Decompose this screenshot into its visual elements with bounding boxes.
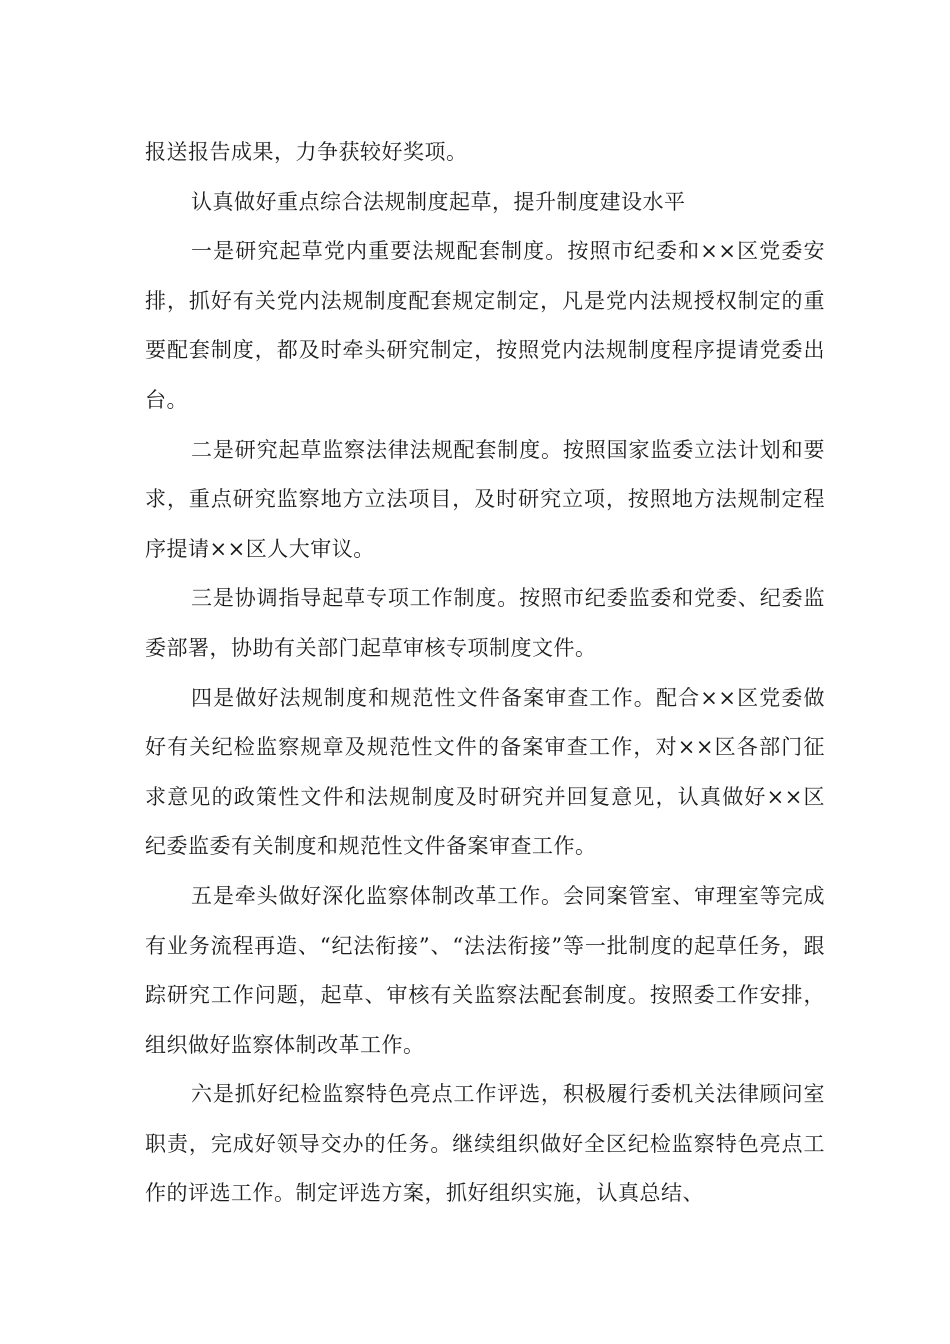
- paragraph: 一是研究起草党内重要法规配套制度。按照市纪委和××区党委安排，抓好有关党内法规制度配套规定制定，凡是党内法规授权制定的重要配套制度，都及时牵头研究制定，按照党内法规制度程序提请党委出台。: [145, 239, 825, 412]
- paragraph: 六是抓好纪检监察特色亮点工作评选，积极履行委机关法律顾问室职责，完成好领导交办的任务。继续组织做好全区纪检监察特色亮点工作的评选工作。制定评选方案，抓好组织实施，认真总结、: [145, 1082, 825, 1206]
- paragraph: 二是研究起草监察法律法规配套制度。按照国家监委立法计划和要求，重点研究监察地方立法项目，及时研究立项，按照地方法规制定程序提请××区人大审议。: [145, 437, 825, 561]
- paragraph: 四是做好法规制度和规范性文件备案审查工作。配合××区党委做好有关纪检监察规章及规范性文件的备案审查工作，对××区各部门征求意见的政策性文件和法规制度及时研究并回复意见，认真做好××区纪委监委有关制度和规范性文件备案审查工作。: [145, 685, 825, 859]
- document-body: [145, 128, 825, 1219]
- paragraph: 三是协调指导起草专项工作制度。按照市纪委监委和党委、纪委监委部署，协助有关部门起草审核专项制度文件。: [145, 586, 825, 660]
- section-heading: 认真做好重点综合法规制度起草，提升制度建设水平: [191, 189, 686, 214]
- paragraph: 五是牵头做好深化监察体制改革工作。会同案管室、审理室等完成有业务流程再造、“纪法衔接”、“法法衔接”等一批制度的起草任务，跟踪研究工作问题，起草、审核有关监察法配套制度。按照委工作安排，组织做好监察体制改革工作。: [145, 883, 825, 1057]
- paragraph: 报送报告成果，力争获较好奖项。: [145, 140, 468, 164]
